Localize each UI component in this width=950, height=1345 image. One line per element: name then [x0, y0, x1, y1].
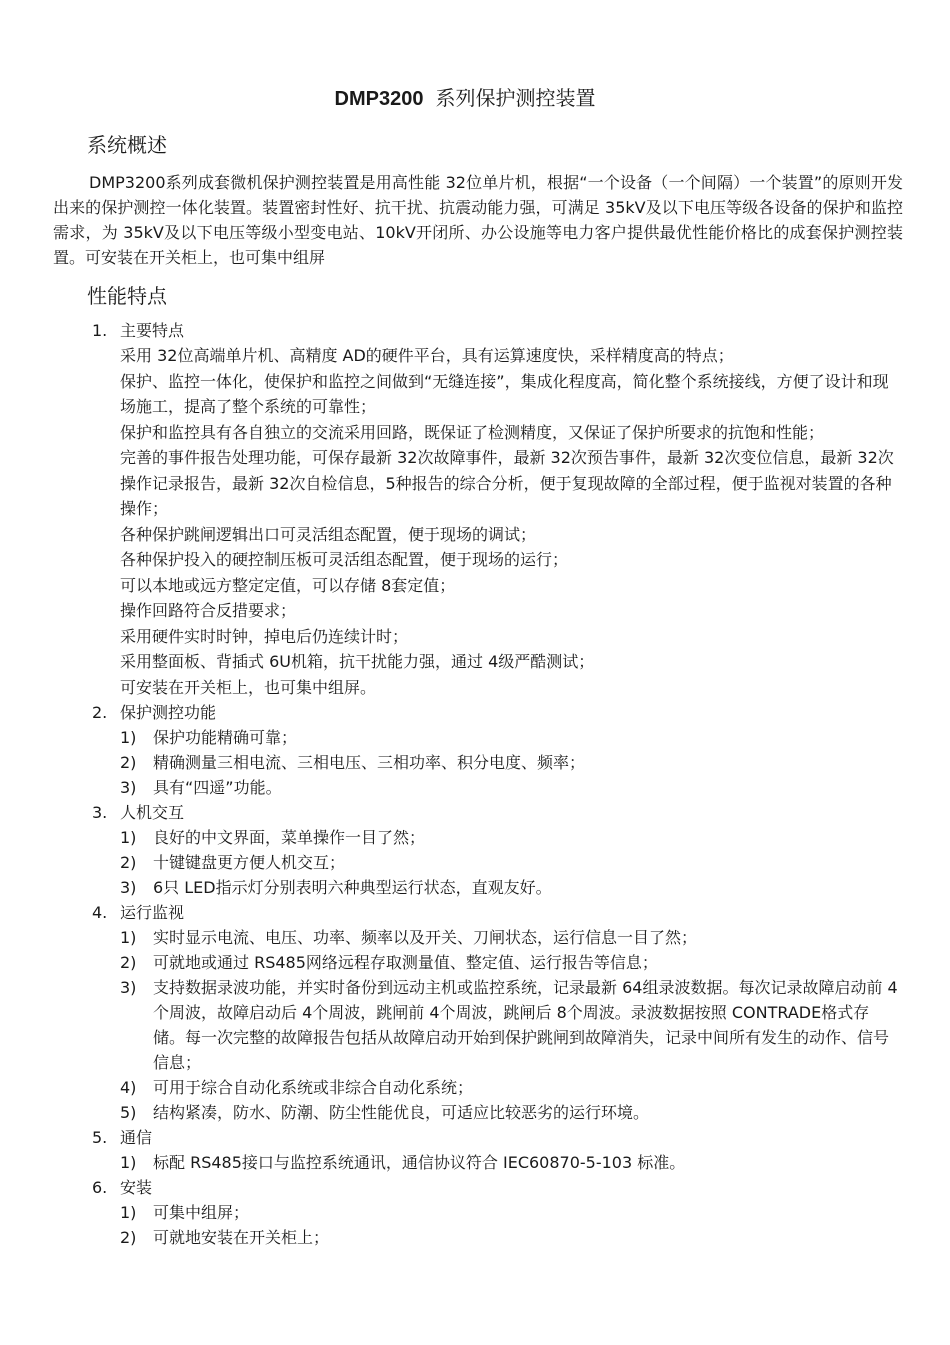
sub-item-number: 2): [120, 753, 137, 772]
sub-item-text: 支持数据录波功能，并实时备份到远动主机或监控系统，记录最新 64组录波数据。每次记录故障启动前 4个周波，故障启动后 4个周波，跳闸前 4个周波，跳闸后 8个周波。录波数据按照 CONTRADE格式存储。每一次完整的故障报告包括从故障启动开始到保护跳闸到故障消失，记录中间所有发生的动作、信号信息；: [153, 978, 898, 1072]
section-protection: [0, 700, 950, 800]
feature-item: 操作回路符合反措要求；: [120, 601, 297, 620]
feature-item: 各种保护跳闸逻辑出口可灵活组态配置，便于现场的调试；: [120, 524, 537, 544]
sub-item-text: 可就地安装在开关柜上；: [153, 1228, 330, 1247]
feature-item: 各种保护投入的硬控制压板可灵活组态配置，便于现场的运行；: [120, 550, 569, 569]
sub-item-text: 十键键盘更方便人机交互；: [153, 853, 346, 872]
section-title: [0, 1125, 950, 1150]
feature-item: 完善的事件报告处理功能，可保存最新 32次故障事件，最新 32次预告事件，最新 32次变位信息，最新 32次操作记录报告，最新 32次自检信息，5种报告的综合分析，便于复现故障的全部过程，便于监视对装置的各种操作；: [120, 448, 894, 518]
section-number: 3.: [92, 803, 108, 822]
sub-item-text: 可就地或通过 RS485网络远程存取测量值、整定值、运行报告等信息；: [153, 953, 658, 972]
sub-item: [120, 1225, 898, 1250]
sub-item: [120, 850, 898, 875]
sub-item-text: 结构紧凑，防水、防潮、防尘性能优良，可适应比较恶劣的运行环境。: [153, 1103, 650, 1122]
sub-item-number: 4): [120, 1078, 137, 1097]
section-title-text: 人机交互: [120, 803, 185, 822]
sub-item: [120, 1150, 898, 1175]
section-title: [0, 800, 950, 825]
sub-item: [120, 975, 898, 1075]
section-number: 5.: [92, 1128, 108, 1147]
section-communication: [0, 1125, 950, 1175]
section-title: [0, 1175, 950, 1200]
sub-item-text: 具有“四遥”功能。: [153, 778, 282, 797]
section-installation: [0, 1175, 950, 1250]
page-title: [0, 84, 930, 113]
section-number: 1.: [92, 321, 108, 340]
section-monitoring: [0, 900, 950, 1125]
sub-item-number: 1): [120, 1153, 137, 1172]
sub-item: [120, 775, 898, 800]
sub-item-text: 精确测量三相电流、三相电压、三相功率、积分电度、频率；: [153, 753, 586, 772]
sub-item-number: 2): [120, 853, 137, 872]
feature-item: 采用硬件实时时钟，掉电后仍连续计时；: [120, 626, 409, 646]
feature-item: 可安装在开关柜上，也可集中组屏。: [120, 677, 377, 697]
sub-item: [120, 950, 898, 975]
features-list: [0, 318, 950, 1250]
section-number: 2.: [92, 703, 108, 722]
sub-item-number: 1): [120, 828, 137, 847]
sub-item-text: 良好的中文界面，菜单操作一目了然；: [153, 828, 426, 847]
sub-item-text: 可用于综合自动化系统或非综合自动化系统；: [153, 1078, 474, 1097]
section-title-text: 保护测控功能: [120, 703, 217, 722]
sub-item-number: 1): [120, 928, 137, 947]
title-text: 系列保护测控装置: [435, 86, 596, 110]
sub-item: [120, 925, 898, 950]
feature-item: 采用 32位高端单片机、高精度 AD的硬件平台，具有运算速度快，采样精度高的特点；: [120, 346, 734, 365]
feature-item: 采用整面板、背插式 6U机箱，抗干扰能力强，通过 4级严酷测试；: [120, 652, 595, 671]
section-title: [0, 900, 950, 925]
overview-paragraph: DMP3200系列成套微机保护测控装置是用高性能 32位单片机，根据“一个设备（一个间隔）一个装置”的原则开发出来的保护测控一体化装置。装置密封性好、抗干扰、抗震动能力强，可满足 35kV及以下电压等级各设备的保护和监控需求，为 35kV及以下电压等级小型变电站、10kV开闭所、办公设施等电力客户提供最优性能价格比的成套保护测控装置。可安装在开关柜上，也可集中组屏: [53, 173, 903, 267]
sub-item-number: 5): [120, 1103, 137, 1122]
feature-item: 保护和监控具有各自独立的交流采用回路，既保证了检测精度，又保证了保护所要求的抗饱和性能；: [120, 422, 825, 442]
sub-item-number: 1): [120, 728, 137, 747]
section-title-text: 通信: [120, 1128, 153, 1147]
sub-item-text: 实时显示电流、电压、功率、频率以及开关、刀闸状态，运行信息一目了然；: [153, 928, 698, 947]
sub-item-text: 标配 RS485接口与监控系统通讯，通信协议符合 IEC60870-5-103 标准。: [153, 1153, 686, 1172]
sub-item: [120, 1100, 898, 1125]
section-main-features: [0, 318, 950, 700]
section-title-text: 运行监视: [120, 903, 185, 922]
sub-item-text: 6只 LED指示灯分别表明六种典型运行状态，直观友好。: [153, 878, 552, 897]
sub-item: [120, 725, 898, 750]
sub-item-number: 3): [120, 778, 137, 797]
sub-item: [120, 1075, 898, 1100]
sub-item-number: 1): [120, 1203, 137, 1222]
section-number: 6.: [92, 1178, 108, 1197]
sub-item-number: 3): [120, 978, 137, 997]
feature-item: 可以本地或远方整定定值，可以存储 8套定值；: [120, 575, 456, 595]
overview-heading: 系统概述: [87, 133, 167, 157]
features-heading: 性能特点: [87, 284, 167, 308]
section-number: 4.: [92, 903, 108, 922]
sub-item-number: 2): [120, 953, 137, 972]
section-title: [0, 318, 950, 343]
section-title: [0, 700, 950, 725]
sub-item: [120, 875, 898, 900]
sub-item: [120, 1200, 898, 1225]
section-title-text: 安装: [120, 1178, 153, 1197]
sub-item: [120, 750, 898, 775]
sub-item-text: 可集中组屏；: [153, 1203, 250, 1222]
sub-item-text: 保护功能精确可靠；: [153, 728, 298, 747]
section-title-text: 主要特点: [120, 321, 185, 340]
title-product-code: DMP3200: [334, 88, 424, 110]
sub-item-number: 3): [120, 878, 137, 897]
feature-item: 保护、监控一体化，使保护和监控之间做到“无缝连接”，集成化程度高，简化整个系统接线，方便了设计和现场施工，提高了整个系统的可靠性；: [120, 371, 889, 416]
sub-item: [120, 825, 898, 850]
sub-item-number: 2): [120, 1228, 137, 1247]
section-hmi: [0, 800, 950, 900]
